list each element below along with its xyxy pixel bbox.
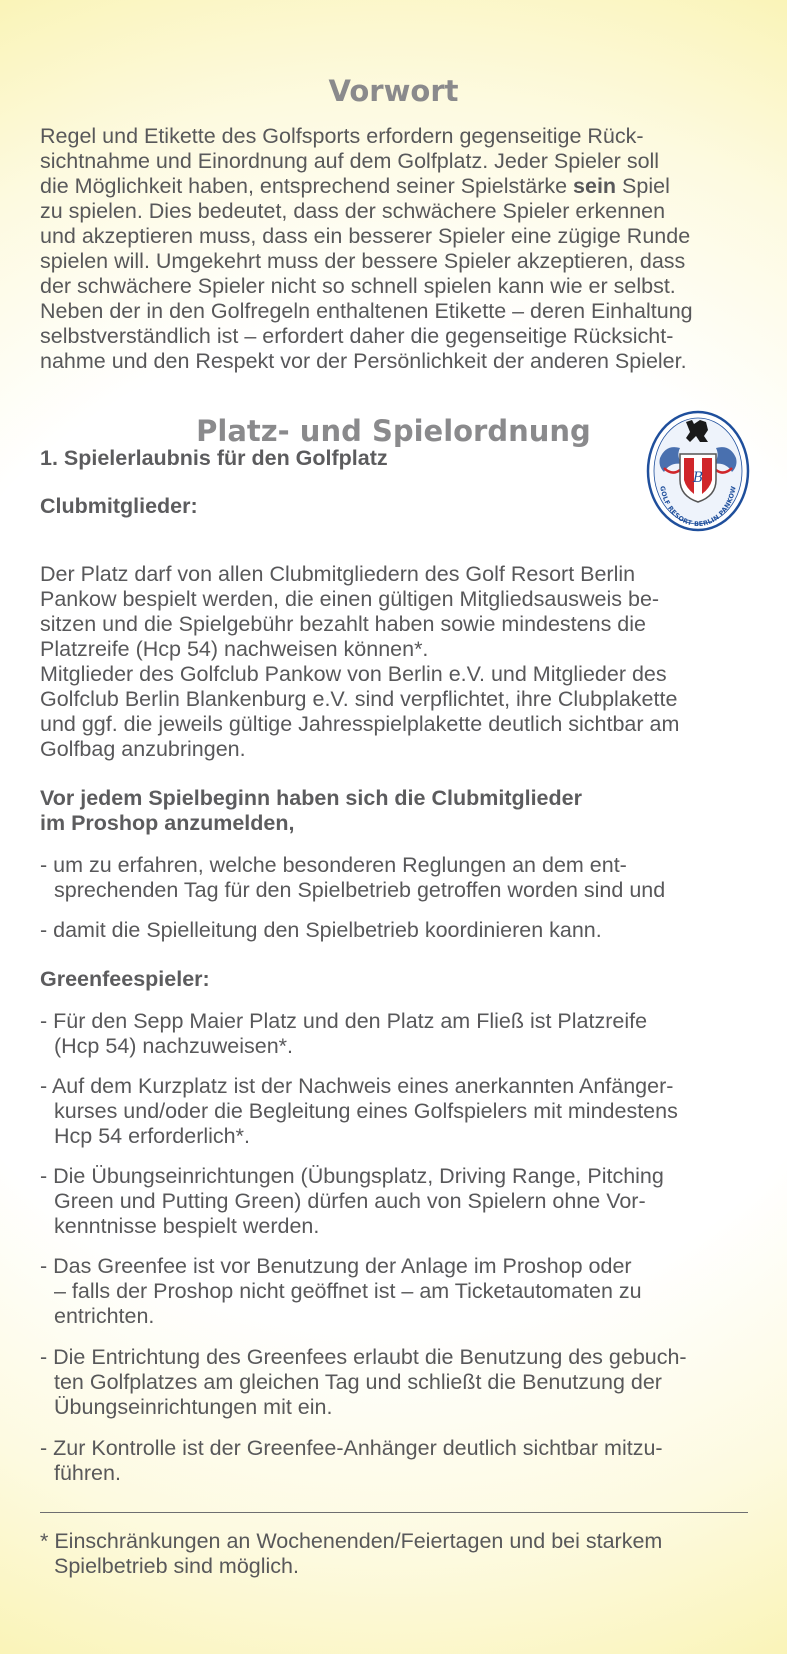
list-item: - Auf dem Kurzplatz ist der Nachweis eines anerkannten Anfänger- kurses und/oder die Begleitung eines Golfspielers mit mindestens Hcp 54 erforderlich*.	[40, 1074, 678, 1148]
vorwort-text-part2: Spiel zu spielen. Dies bedeutet, dass der schwächere Spieler erkennen und akzeptieren muss, dass ein besserer Spieler eine zügige Runde spielen will. Umgekehrt muss der bessere Spieler akzeptieren, dass der schwächere Spieler nicht so schnell spielen kann wie er selbst. Neben der in den Golfregeln enthaltenen Etikette – deren Einhaltung selbstverständlich ist – erfordert daher die gegenseitige Rücksicht- nahme und den Respekt vor der Persönlichkeit der anderen Spieler.	[40, 174, 693, 373]
list-item: - Die Entrichtung des Greenfees erlaubt die Benutzung des gebuch- ten Golfplatzes am gleichen Tag und schließt die Benutzung der Übungseinrichtungen mit ein.	[40, 1345, 687, 1419]
list-item: - Für den Sepp Maier Platz und den Platz am Fließ ist Platzreife (Hcp 54) nachzuweisen*.	[40, 1009, 648, 1058]
list-item: - Das Greenfee ist vor Benutzung der Anlage im Proshop oder – falls der Proshop nicht geöffnet ist – am Ticketautomaten zu entrichten.	[40, 1254, 642, 1328]
list-item: - Zur Kontrolle ist der Greenfee-Anhänger deutlich sichtbar mitzu- führen.	[40, 1436, 663, 1485]
vorwort-bold-word: sein	[573, 174, 617, 198]
vorwort-heading: Vorwort	[328, 74, 459, 108]
list-item: - damit die Spielleitung den Spielbetrieb koordinieren kann.	[40, 918, 602, 942]
clubmitglieder-heading: Clubmitglieder:	[40, 494, 198, 518]
vorwort-text-part1: Regel und Etikette des Golfsports erfordern gegenseitige Rück- sichtnahme und Einordnung auf dem Golfplatz. Jeder Spieler soll die Möglichkeit haben, entsprechend seiner Spielstärke	[40, 124, 660, 198]
greenfee-heading: Greenfeespieler:	[40, 967, 210, 991]
clubmitglieder-text: Der Platz darf von allen Clubmitgliedern des Golf Resort Berlin Pankow bespielt werden, die einen gültigen Mitgliedsausweis be- sitzen und die Spielgebühr bezahlt haben sowie mindestens die Platzreife (Hcp 54) nachweisen können*. Mitglieder des Golfclub Pankow von Berlin e.V. und Mitglieder des Golfclub Berlin Blankenburg e.V. sind verpflichtet, ihre Clubplakette und ggf. die jeweils gültige Jahresspielplakette deutlich sichtbar am Golfbag anzubringen.	[40, 562, 680, 761]
seal-label: GOLF RESORT BERLIN PANKOW	[658, 485, 738, 529]
list-item: - um zu erfahren, welche besonderen Reglungen an dem ent- sprechenden Tag für den Spielbetrieb getroffen worden sind und	[40, 853, 666, 902]
footnote-divider	[40, 1512, 748, 1513]
footnote: * Einschränkungen an Wochenenden/Feiertagen und bei starkem Spielbetrieb sind möglich.	[40, 1529, 663, 1578]
section-title-spielerlaubnis: 1. Spielerlaubnis für den Golfplatz	[40, 446, 388, 470]
list-item: - Die Übungseinrichtungen (Übungsplatz, Driving Range, Pitching Green und Putting Green) dürfen auch von Spielern ohne Vor- kenntnisse bespielt werden.	[40, 1164, 664, 1238]
platz-heading: Platz- und Spielordnung	[196, 414, 591, 448]
anmelden-heading: Vor jedem Spielbeginn haben sich die Clubmitglieder im Proshop anzumelden,	[40, 786, 582, 835]
vorwort-text	[40, 124, 752, 374]
svg-text:B: B	[692, 470, 704, 486]
